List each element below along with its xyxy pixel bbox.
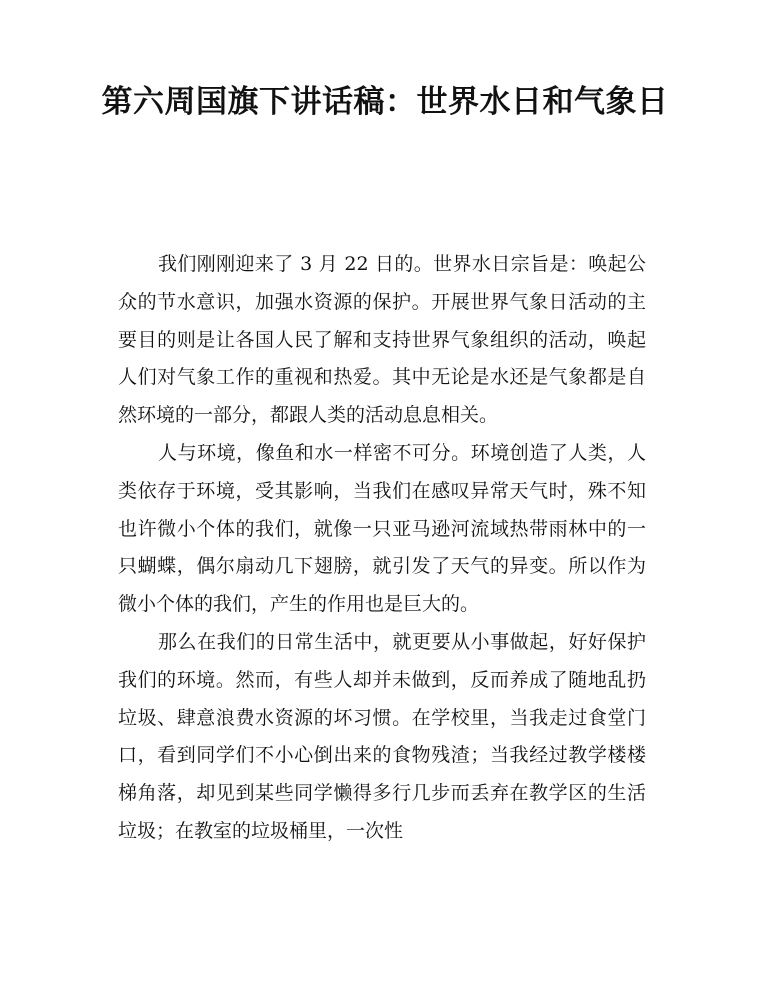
- document-title: 第六周国旗下讲话稿：世界水日和气象日: [101, 84, 669, 120]
- paragraph-2: 人与环境，像鱼和水一样密不可分。环境创造了人类，人类依存于环境，受其影响，当我们在感叹异常天气时，殊不知也许微小个体的我们，就像一只亚马逊河流域热带雨林中的一只蝴蝶，偶尔扇动几下翅膀，就引发了天气的异变。所以作为微小个体的我们，产生的作用也是巨大的。: [118, 441, 646, 616]
- paragraph-3: 那么在我们的日常生活中，就更要从小事做起，好好保护我们的环境。然而，有些人却并未做到，反而养成了随地乱扔垃圾、肆意浪费水资源的坏习惯。在学校里，当我走过食堂门口，看到同学们不小心倒出来的食物残渣；当我经过教学楼楼梯角落，却见到某些同学懒得多行几步而丢弃在教学区的生活垃圾；在教室的垃圾桶里，一次性: [118, 630, 646, 842]
- document-body: [118, 246, 646, 851]
- paragraph-1: 我们刚刚迎来了 3 月 22 日的。世界水日宗旨是：唤起公众的节水意识，加强水资源的保护。开展世界气象日活动的主要目的则是让各国人民了解和支持世界气象组织的活动，唤起人们对气象工作的重视和热爱。其中无论是水还是气象都是自然环境的一部分，都跟人类的活动息息相关。: [118, 253, 646, 427]
